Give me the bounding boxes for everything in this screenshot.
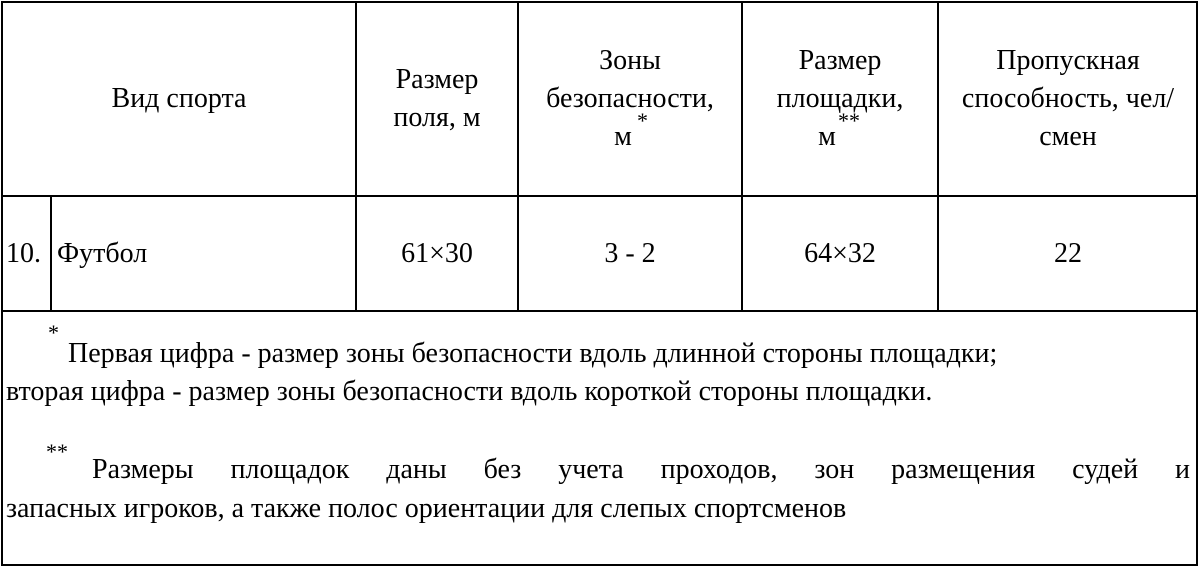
header-safety-zones: [519, 3, 741, 195]
header-court-size-line3: м: [818, 121, 836, 152]
header-safety-zones-line2: безопасности,: [546, 83, 714, 114]
footnote-1-line1: Первая цифра - размер зоны безопасности вдоль длинной стороны площадки;: [68, 338, 998, 369]
header-sport: [3, 3, 355, 195]
footnote-1-mark: *: [48, 320, 59, 345]
header-capacity-line1: Пропускная: [996, 45, 1140, 76]
table-row-field-size: [357, 197, 517, 310]
row-court-size: 64×32: [804, 237, 876, 269]
footnote-2-mark: **: [46, 439, 68, 464]
footnote-2-line1: Размеры площадок даны без учета проходов, зон размещения судей и: [92, 454, 1190, 485]
row-safety-zones: 3 - 2: [604, 237, 656, 269]
header-capacity-line2: способность, чел/: [961, 83, 1175, 114]
row-field-size: 61×30: [401, 237, 473, 269]
header-capacity: [939, 3, 1197, 195]
row-capacity: 22: [1054, 237, 1082, 269]
footnote-2-line2: запасных игроков, а также полос ориентации для слепых спортсменов: [6, 493, 847, 524]
footnote-1-line2: вторая цифра - размер зоны безопасности вдоль короткой стороны площадки.: [6, 376, 933, 407]
table-row-safety-zones: [519, 197, 741, 310]
row-bottom-border: [1, 310, 1198, 312]
header-safety-zones-footnote-mark: *: [637, 108, 648, 133]
header-capacity-line3: смен: [1039, 121, 1097, 152]
row-sport: Футбол: [57, 237, 148, 269]
header-court-size: [743, 3, 937, 195]
header-court-size-footnote-mark: **: [838, 108, 860, 133]
header-field-size: [357, 3, 517, 195]
header-sport-label: Вид спорта: [111, 83, 247, 114]
header-court-size-line1: Размер: [798, 45, 882, 76]
table-row-sport: [52, 197, 355, 310]
header-court-size-line2: площадки,: [776, 83, 904, 114]
row-number: 10.: [6, 237, 41, 269]
header-safety-zones-line1: Зоны: [599, 45, 661, 76]
header-field-size-line1: Размер: [395, 64, 479, 95]
table-row-number: [3, 197, 50, 310]
header-field-size-line2: поля, м: [393, 102, 481, 133]
table-row-court-size: [743, 197, 937, 310]
header-safety-zones-line3: м: [614, 121, 632, 152]
table-row-capacity: [939, 197, 1197, 310]
